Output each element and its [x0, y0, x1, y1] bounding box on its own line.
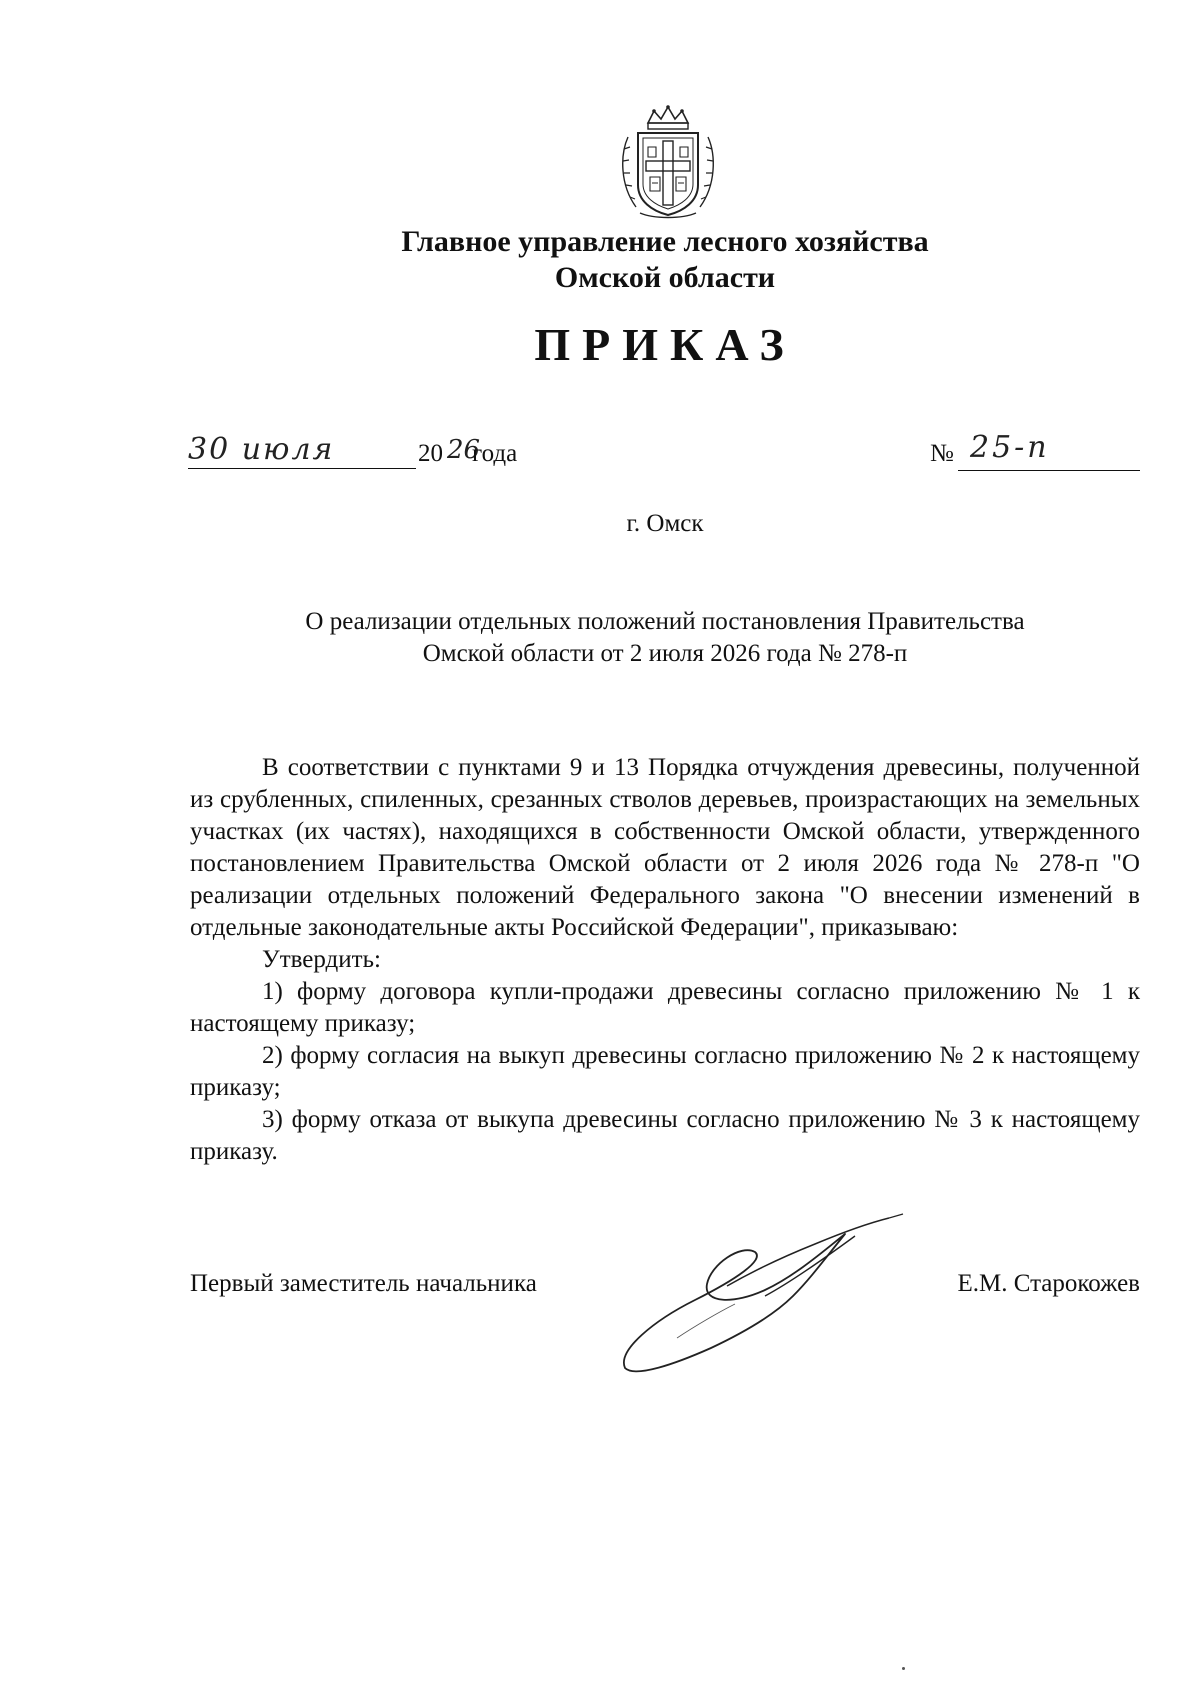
date-number-row: [188, 430, 1148, 478]
document-subject: [0, 606, 1200, 670]
handwritten-signature-icon: [615, 1200, 935, 1400]
subject-line-2: Омской области от 2 июля 2026 года № 278-п: [422, 640, 908, 667]
body-paragraph: В соответствии с пунктами 9 и 13 Порядка отчуждения древесины, полученной из срубленных, спиленных, срезанных стволов деревьев, произрастающих на земельных участках (их частях), находящихся в собственности Омской области, утвержденного постановлением Правительства Омской области от 2 июля 2026 года № 278-п "О реализации отдельных положений Федерального закона "О внесении изменений в отдельные законодательные акты Российской Федерации", приказываю:: [190, 754, 1140, 941]
body-paragraph: 1) форму договора купли-продажи древесины согласно приложению № 1 к настоящему приказу;: [190, 978, 1140, 1037]
body-paragraph: Утвердить:: [262, 946, 381, 973]
omsk-region-coat-of-arms-icon: [614, 103, 722, 221]
handwritten-date: 30 июля: [188, 432, 335, 467]
organization-name-line-1: Главное управление лесного хозяйства: [401, 225, 929, 258]
signer-position: Первый заместитель начальника: [190, 1270, 537, 1297]
year-suffix: года: [472, 440, 518, 467]
organization-name: [0, 224, 1200, 296]
signer-name: Е.М. Старокожев: [957, 1270, 1140, 1297]
number-underline: [958, 470, 1140, 471]
body-paragraph: 2) форму согласия на выкуп древесины согласно приложению № 2 к настоящему приказу;: [190, 1042, 1140, 1101]
document-body: [190, 752, 1140, 1168]
year-prefix: 20: [418, 440, 443, 467]
date-underline: [188, 468, 416, 469]
number-label: №: [930, 440, 954, 467]
handwritten-number: 25-п: [970, 430, 1050, 465]
organization-name-line-2: Омской области: [554, 261, 776, 294]
subject-line-1: О реализации отдельных положений постановления Правительства: [305, 608, 1025, 635]
scan-speck: [902, 1667, 905, 1670]
handwritten-year: 26: [447, 435, 481, 465]
body-paragraph: 3) форму отказа от выкупа древесины согласно приложению № 3 к настоящему приказу.: [190, 1106, 1140, 1165]
document-type-title: ПРИКАЗ: [534, 319, 796, 370]
city: г. Омск: [626, 510, 704, 537]
